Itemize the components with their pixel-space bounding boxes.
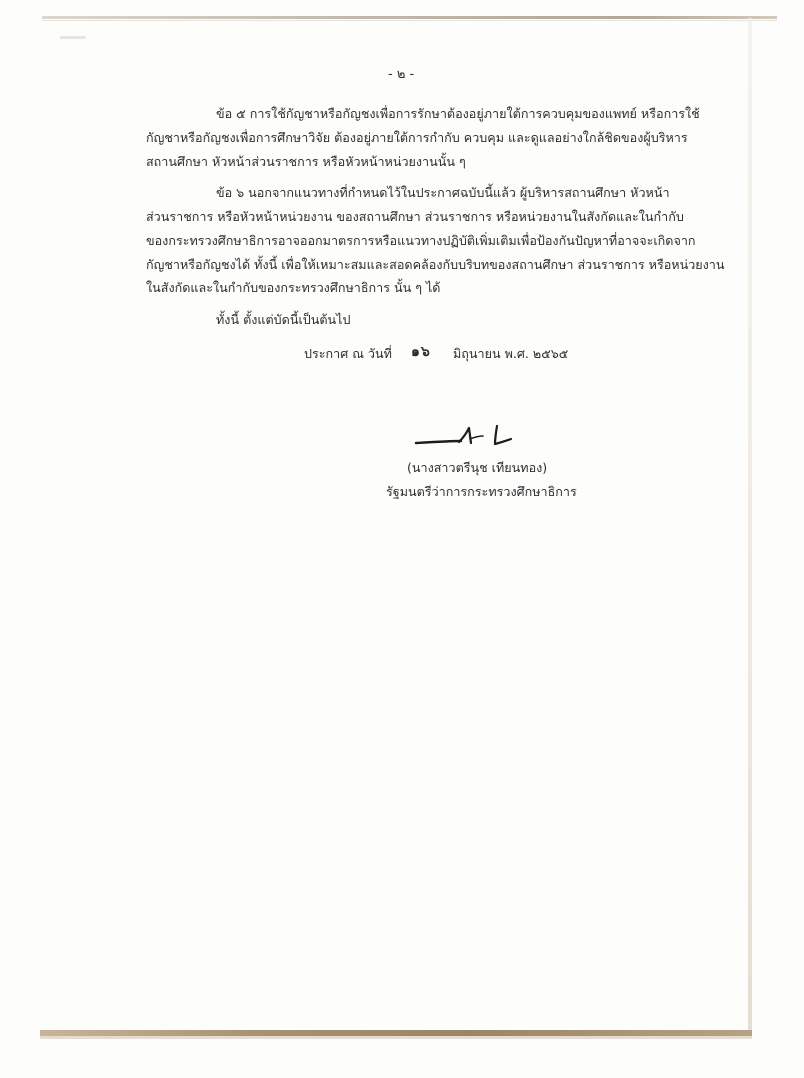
clause-6-line-2: ส่วนราชการ หรือหัวหน้าหน่วยงาน ของสถานศึกษา ส่วนราชการ หรือหน่วยงานในสังกัดและในกำกับ [146,209,684,224]
handwritten-signature [413,424,523,450]
page-top-edge [42,16,777,19]
clause-6-line-5: ในสังกัดและในกำกับของกระทรวงศึกษาธิการ นั้น ๆ ได้ [146,280,441,295]
announcement-day: ๑๖ [411,344,431,360]
announcement-month-year: มิถุนายน พ.ศ. ๒๕๖๕ [453,346,569,361]
scan-smudge [60,36,86,39]
effective-clause: ทั้งนี้ ตั้งแต่บัดนี้เป็นต้นไป [216,312,351,327]
clause-6-line-3: ของกระทรวงศึกษาธิการอาจออกมาตรการหรือแนวทางปฏิบัติเพิ่มเติมเพื่อป้องกันปัญหาที่อาจจะเกิดจาก [146,233,696,248]
clause-5-line-1: ข้อ ๕ การใช้กัญชาหรือกัญชงเพื่อการรักษาต้องอยู่ภายใต้การควบคุมของแพทย์ หรือการใช้ [216,106,700,121]
clause-6-line-1: ข้อ ๖ นอกจากแนวทางที่กำหนดไว้ในประกาศฉบับนี้แล้ว ผู้บริหารสถานศึกษา หัวหน้า [216,185,670,200]
clause-5-line-3: สถานศึกษา หัวหน้าส่วนราชการ หรือหัวหน้าหน่วยงานนั้น ๆ [146,154,466,169]
page-right-edge [748,18,752,1038]
announcement-label: ประกาศ ณ วันที่ [304,346,392,361]
page-number: - ๒ - [388,67,415,82]
clause-6-line-4: กัญชาหรือกัญชงได้ ทั้งนี้ เพื่อให้เหมาะสมและสอดคล้องกับบริบทของสถานศึกษา ส่วนราชการ หรือหน่วยงาน [146,257,725,272]
signer-name: (นางสาวตรีนุช เทียนทอง) [407,460,548,475]
page-bottom-edge-shadow [40,1036,752,1039]
clause-5-line-2: กัญชาหรือกัญชงเพื่อการศึกษาวิจัย ต้องอยู่ภายใต้การกำกับ ควบคุม และดูแลอย่างใกล้ชิดของผู้บริหาร [146,130,688,145]
signer-title: รัฐมนตรีว่าการกระทรวงศึกษาธิการ [386,484,577,499]
page-top-edge-shadow [42,20,777,21]
